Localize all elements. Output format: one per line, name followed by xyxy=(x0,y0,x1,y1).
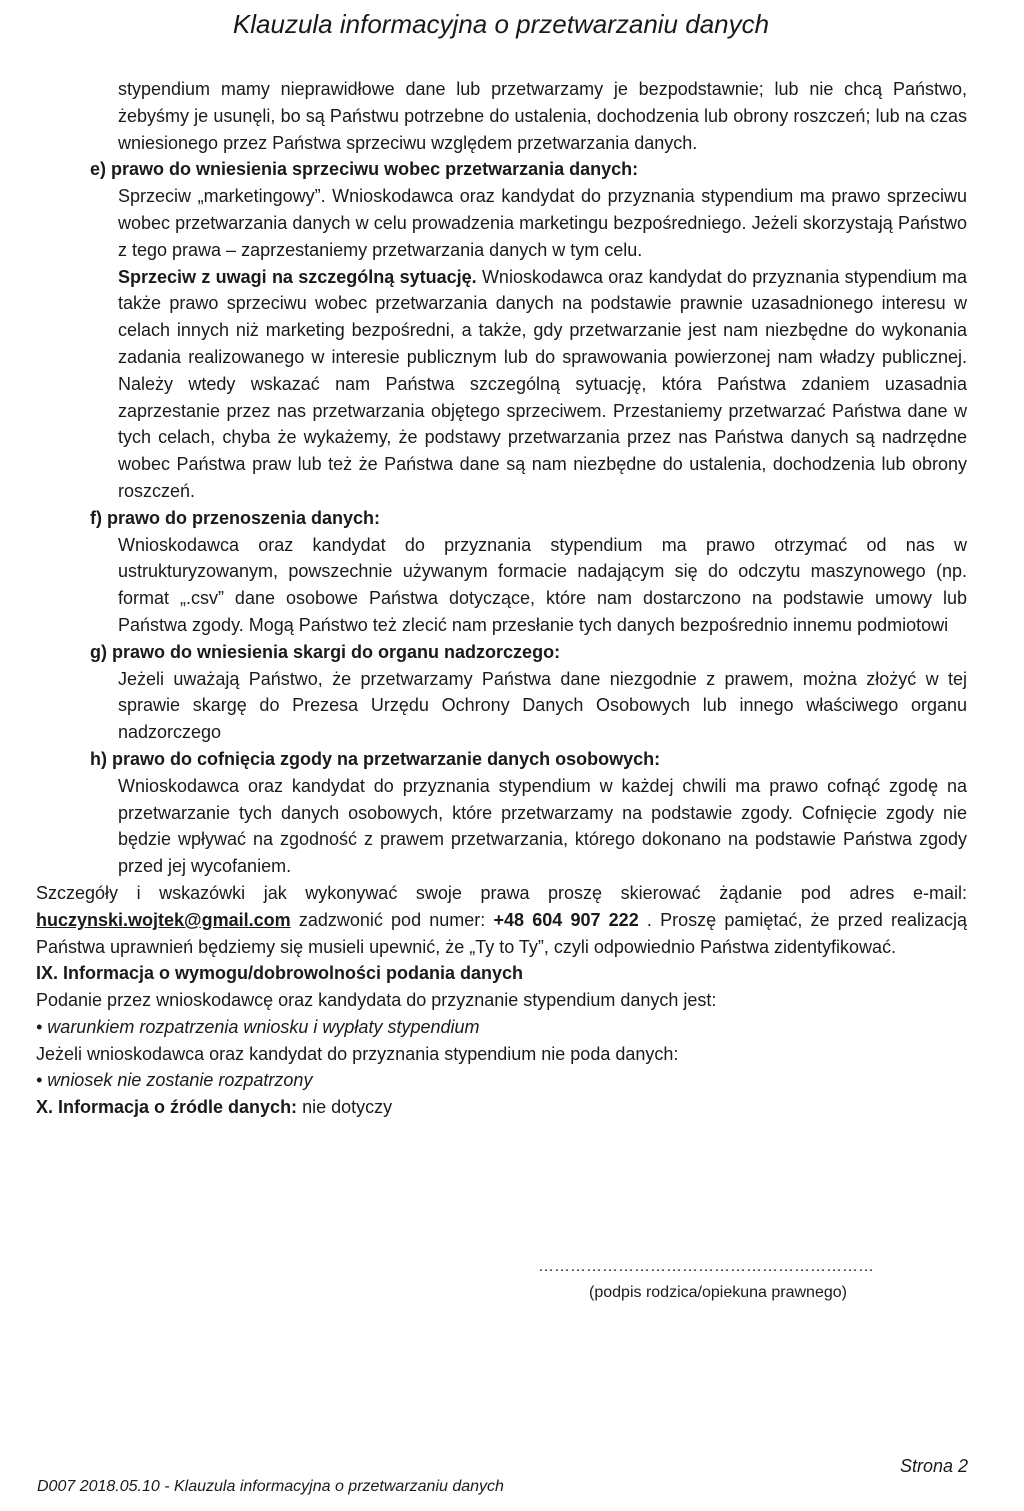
contact-text-1: Szczegóły i wskazówki jak wykonywać swoje prawa proszę skierować żądanie pod adres e-mail: xyxy=(36,882,967,903)
signature-label: (podpis rodzica/opiekuna prawnego) xyxy=(589,1284,847,1301)
section-f-heading: f) prawo do przenoszenia danych: xyxy=(90,507,381,528)
section-h-paragraph: Wnioskodawca oraz kandydat do przyznania stypendium w każdej chwili ma prawo cofnąć zgodę na przetwarzanie tych danych osobowych, które przetwarzamy na podstawie zgody. Cofnięcie zgody nie będzie wpływać na zgodność z prawem przetwarzania, którego dokonano na podstawie Państwa zgody przed jej wycofaniem. xyxy=(118,775,967,877)
section-e-paragraph-2-body: Wnioskodawca oraz kandydat do przyznania stypendium ma także prawo sprzeciwu wobec przetwarzania danych na podstawie prawnie uzasadnionego interesu w celach innych niż marketing bezpośredni, a także, gdy przetwarzanie jest nam niezbędne do wykonania zadania realizowanego w interesie publicznym lub do sprawowania powierzonej nam władzy publicznej. Należy wtedy wskazać nam Państwa szczególną sytuację, która Państwa zdaniem uzasadnia zaprzestanie przez nas przetwarzania objętego sprzeciwem. Przestaniemy przetwarzać Państwa dane w tych celach, chyba że wykażemy, że podstawy przetwarzania przez nas Państwa danych są nadrzędne wobec Państwa praw lub też że Państwa dane są nam niezbędne do ustalenia, dochodzenia lub obrony roszczeń. xyxy=(118,266,968,501)
section-g-paragraph: Jeżeli uważają Państwo, że przetwarzamy Państwa dane niezgodnie z prawem, można złożyć w tej sprawie skargę do Prezesa Urzędu Ochrony Danych Osobowych lub innego właściwego organu nadzorczego xyxy=(118,668,967,743)
section-e-paragraph-2 xyxy=(118,264,967,505)
section-ix-bullet-1: • warunkiem rozpatrzenia wniosku i wypłaty stypendium xyxy=(36,1016,480,1037)
page-number: Strona 2 xyxy=(899,1456,968,1476)
footer-text: D007 2018.05.10 - Klauzula informacyjna o przetwarzaniu danych xyxy=(37,1478,504,1495)
section-e-heading: e) prawo do wniesienia sprzeciwu wobec przetwarzania danych: xyxy=(90,159,639,180)
section-ix-line-2: Jeżeli wnioskodawca oraz kandydat do przyznania stypendium nie poda danych: xyxy=(36,1043,679,1064)
section-x-line xyxy=(36,1094,967,1121)
section-ix-bullet-2: • wniosek nie zostanie rozpatrzony xyxy=(36,1070,313,1091)
section-h-heading: h) prawo do cofnięcia zgody na przetwarzanie danych osobowych: xyxy=(90,748,661,769)
page-title: Klauzula informacyjna o przetwarzaniu danych xyxy=(232,9,770,39)
document-body xyxy=(36,76,967,1121)
email-link[interactable]: huczynski.wojtek@gmail.com xyxy=(36,909,291,930)
phone-number: +48 604 907 222 xyxy=(493,909,639,930)
section-f-paragraph: Wnioskodawca oraz kandydat do przyznania stypendium ma prawo otrzymać od nas w ustrukturyzowanym, powszechnie używanym formacie nadającym się do odczytu maszynowego (np. format „.csv” dane osobowe Państwa dotyczące, które nam dostarczono na podstawie umowy lub Państwa zgody. Mogą Państwo też zlecić nam przesłanie tych danych bezpośrednio innemu podmiotowi xyxy=(118,534,967,635)
section-g-heading: g) prawo do wniesienia skargi do organu nadzorczego: xyxy=(90,641,561,662)
contact-paragraph xyxy=(36,880,967,960)
contact-text-2: zadzwonić pod numer: xyxy=(290,909,494,930)
section-e-paragraph-1: Sprzeciw „marketingowy”. Wnioskodawca oraz kandydat do przyznania stypendium ma prawo sprzeciwu wobec przetwarzania danych w celu prowadzenia marketingu bezpośredniego. Jeżeli skorzystają Państwo z tego prawa – zaprzestaniemy przetwarzania danych w tym celu. xyxy=(118,186,967,260)
section-e-paragraph-2-lead: Sprzeciw z uwagi na szczególną sytuację. xyxy=(118,266,477,287)
section-x-value: nie dotyczy xyxy=(297,1097,393,1118)
continuation-paragraph: stypendium mamy nieprawidłowe dane lub przetwarzamy je bezpodstawnie; lub nie chcą Państwo, żebyśmy je usunęli, bo są Państwu potrzebne do ustalenia, dochodzenia lub obrony roszczeń; lub na czas wniesionego przez Państwa sprzeciwu względem przetwarzania danych. xyxy=(118,79,967,153)
section-x-heading: X. Informacja o źródle danych: xyxy=(36,1097,298,1118)
contact-text-3: . Proszę pamiętać, że przed realizacją Państwa uprawnień będziemy się musieli upewnić, że „Ty to Ty”, czyli odpowiednio Państwa zidentyfikować. xyxy=(36,909,968,957)
section-ix-heading: IX. Informacja o wymogu/dobrowolności podania danych xyxy=(36,963,524,984)
signature-line: ……………………………………………………… xyxy=(538,1258,874,1275)
section-ix-line-1: Podanie przez wnioskodawcę oraz kandydata do przyznanie stypendium danych jest: xyxy=(36,990,717,1011)
